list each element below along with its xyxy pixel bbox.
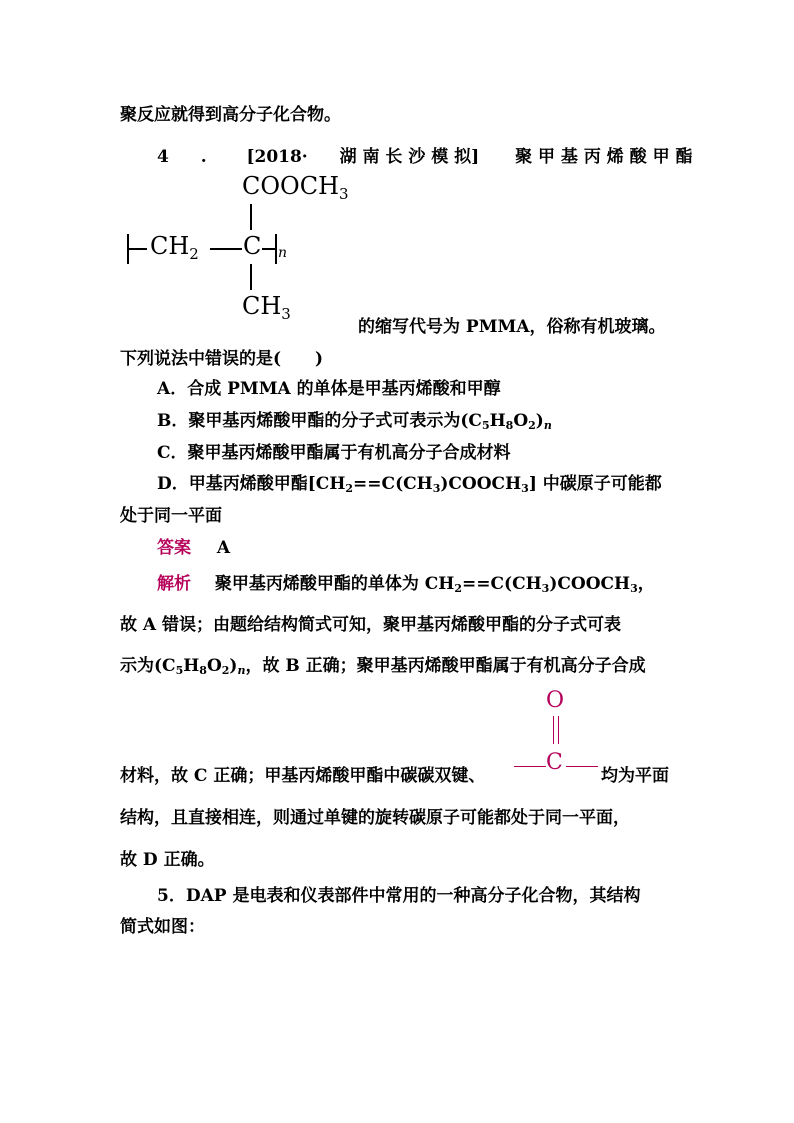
carbonyl-oxygen: O [546, 688, 565, 713]
question-4-header [157, 142, 693, 167]
structure-chain: $CH_2$ [150, 232, 199, 263]
question-5-line-1: 5．DAP 是电表和仪表部件中常用的一种高分子化合物，其结构 [157, 886, 641, 906]
carbonyl-carbon: C [546, 750, 563, 775]
explanation-line-4: 材料，故 C 正确；甲基丙烯酸甲酯中碳碳双键、 [120, 766, 486, 786]
explanation-line-3: 示为$(C_5H_8O_2)_n$，故 B 正确；聚甲基丙烯酸甲酯属于有机高分子合成 [120, 656, 646, 677]
bond-right [566, 766, 598, 767]
repeat-n: n [278, 245, 288, 261]
question-number: 4 [157, 147, 169, 167]
bond-horizontal [210, 248, 242, 250]
text: 聚反应就得到高分子化合物。 [120, 105, 341, 125]
source-place: 湖 南 长 沙 模 拟] [339, 147, 480, 167]
source-year: [2018· [246, 147, 308, 167]
double-bond-line-2 [558, 716, 559, 744]
answer-value: A [216, 538, 231, 558]
answer-label: 答案 [157, 538, 191, 558]
explanation-line-6: 故 D 正确。 [120, 850, 215, 870]
bond-vertical-bottom [250, 264, 252, 290]
structure-bottom-group: $CH_3$ [242, 292, 291, 323]
explanation-line-5: 结构，且直接相连，则通过单键的旋转碳原子可能都处于同一平面， [120, 808, 630, 828]
structure-center-carbon: C [243, 232, 262, 260]
explanation-line-4-end: 均为平面 [601, 766, 669, 786]
question-subject: 聚 甲 基 丙 烯 酸 甲 酯 [515, 147, 693, 167]
option-d-continued: 处于同一平面 [120, 506, 222, 526]
punct: . [200, 147, 207, 167]
explanation-label: 解析 [157, 574, 191, 594]
double-bond-line-1 [553, 716, 554, 744]
text: 下列说法中错误的是( ) [120, 349, 324, 369]
structure-top-group: $COOCH_3$ [242, 172, 349, 203]
bond-vertical-top [250, 204, 252, 230]
option-c: C．聚甲基丙烯酸甲酯属于有机高分子合成材料 [157, 443, 511, 463]
explanation-line-2: 故 A 错误；由题给结构简式可知，聚甲基丙烯酸甲酯的分子式可表 [120, 615, 622, 635]
text-line [120, 100, 341, 125]
explanation-line-1: 解析 聚甲基丙烯酸甲酯的单体为 $CH_2==C(CH_3)COOCH_3$， [157, 574, 655, 595]
text-line [358, 312, 666, 337]
question-prompt [120, 344, 323, 369]
option-b: B．聚甲基丙烯酸甲酯的分子式可表示为$(C_5H_8O_2)_n$ [157, 411, 552, 432]
option-a: A．合成 PMMA 的单体是甲基丙烯酸和甲醇 [157, 379, 501, 399]
bracket-left-line [127, 248, 147, 250]
text: 的缩写代号为 PMMA，俗称有机玻璃。 [358, 317, 666, 337]
bracket-right-line [262, 248, 276, 250]
bracket-right [275, 234, 277, 264]
answer-line [157, 533, 230, 558]
bond-left [514, 766, 546, 767]
question-5-line-2: 简式如图： [120, 917, 205, 937]
option-d: D．甲基丙烯酸甲酯$[CH_2==C(CH_3)COOCH_3]$ 中碳原子可能都 [157, 474, 662, 495]
